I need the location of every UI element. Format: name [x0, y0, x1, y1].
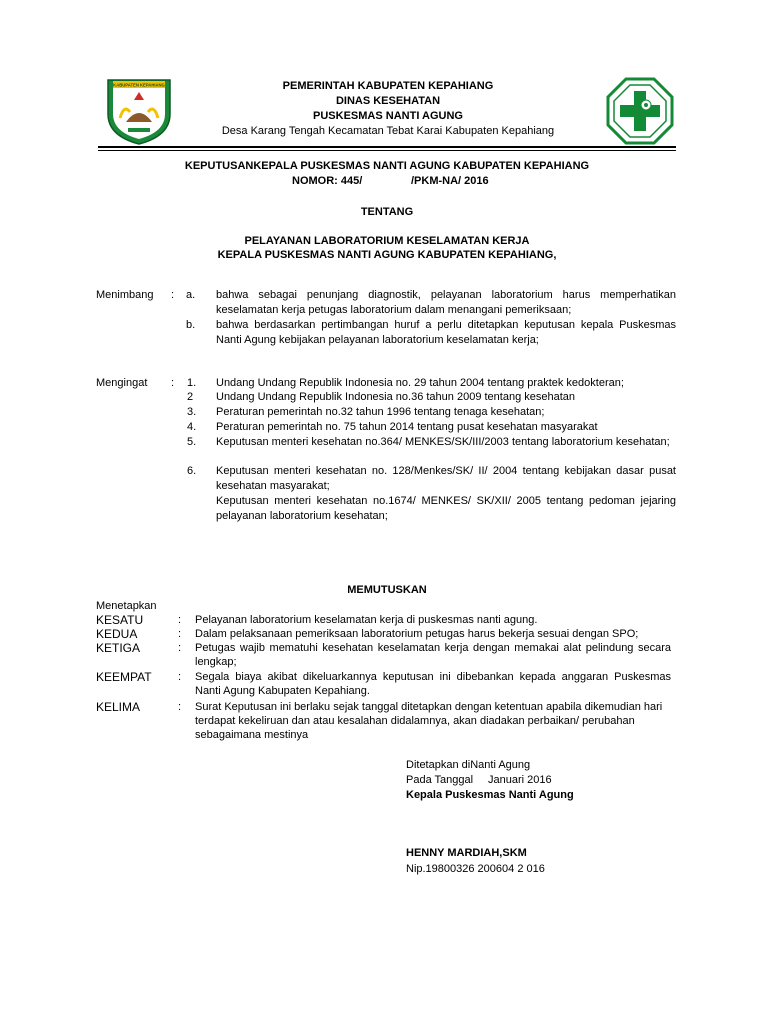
mengingat-item-2: Undang Undang Republik Indonesia no.36 tahun 2009 tentang kesehatan: [216, 391, 576, 403]
menimbang-marker-a: a.: [186, 289, 196, 301]
decision-label-kelima: KELIMA: [96, 700, 141, 714]
memutuskan-heading: MEMUTUSKAN: [347, 584, 427, 596]
decision-text-kelima: Surat Keputusan ini berlaku sejak tanggal ditetapkan dengan ketentuan apabila dikemudian hari terdapat kekeliruan dan atau kesalahan didalamnya, akan diadakan perbaikan/ perubahan sebagaimana mestinya: [195, 701, 663, 741]
mengingat-label: Mengingat: [96, 377, 148, 389]
health-cross-emblem-icon: [606, 77, 674, 145]
regency-shield-emblem-icon: [104, 74, 174, 146]
mengingat-marker-2: 2: [187, 391, 194, 403]
menimbang-colon: :: [171, 289, 175, 301]
decision-label-keempat: KEEMPAT: [96, 670, 152, 684]
tentang-heading: TENTANG: [360, 206, 414, 218]
decision-text-ketiga: Petugas wajib mematuhi kesehatan keselamatan kerja dengan memakai alat pelindung secara lengkap;: [195, 642, 671, 668]
signature-date-value: Januari 2016: [488, 774, 552, 786]
header-divider-thin: [98, 150, 676, 151]
decision-text-kedua: Dalam pelaksanaan pemeriksaan laboratorium petugas harus bekerja sesuai dengan SPO;: [195, 628, 639, 640]
left-logo-text: KABUPATEN KEPAHIANG: [113, 82, 165, 88]
menimbang-marker-b: b.: [186, 319, 196, 331]
mengingat-item-4: Peraturan pemerintah no. 75 tahun 2014 tentang pusat kesehatan masyarakat: [216, 421, 598, 433]
signatory-name: HENNY MARDIAH,SKM: [406, 847, 527, 859]
decision-colon-3: :: [178, 642, 182, 654]
mengingat-marker-3: 3.: [187, 406, 197, 418]
header-line-department: DINAS KESEHATAN: [335, 95, 441, 107]
decision-colon-4: :: [178, 671, 182, 683]
mengingat-item-6: Keputusan menteri kesehatan no. 128/Menkes/SK/ II/ 2004 tentang kebijakan dasar pusat kesehatan masyarakat;: [216, 465, 676, 492]
decision-label-ketiga: KETIGA: [96, 641, 141, 655]
decision-label-kedua: KEDUA: [96, 627, 138, 641]
mengingat-item-7: Keputusan menteri kesehatan no.1674/ MENKES/ SK/XII/ 2005 tentang pedoman jejaring pelayanan laboratorium kesehatan;: [216, 495, 676, 522]
decision-text-kesatu: Pelayanan laboratorium keselamatan kerja di puskesmas nanti agung.: [195, 614, 538, 626]
decision-text-keempat: Segala biaya akibat dikeluarkannya keputusan ini dibebankan kepada anggaran Puskesmas Nanti Agung Kabupaten Kepahiang.: [195, 671, 671, 697]
decision-colon-1: :: [178, 614, 182, 626]
menimbang-item-b: bahwa berdasarkan pertimbangan huruf a perlu ditetapkan keputusan kepala Puskesmas Nanti Agung kebijakan pelayanan laboratorium keselamatan kerja;: [216, 319, 676, 346]
decision-colon-5: :: [178, 701, 182, 713]
decree-title: KEPUTUSANKEPALA PUSKESMAS NANTI AGUNG KABUPATEN KEPAHIANG: [184, 160, 590, 172]
mengingat-marker-4: 4.: [187, 421, 197, 433]
mengingat-marker-5: 5.: [187, 436, 197, 448]
menetapkan-label: Menetapkan: [96, 600, 157, 612]
header-line-government: PEMERINTAH KABUPATEN KEPAHIANG: [282, 80, 494, 92]
menimbang-label: Menimbang: [96, 289, 154, 301]
menimbang-item-a: bahwa sebagai penunjang diagnostik, pelayanan laboratorium harus memperhatikan keselamatan kerja petugas laboratorium dalam menangani pemeriksaan;: [216, 289, 676, 316]
subject-line-2: KEPALA PUSKESMAS NANTI AGUNG KABUPATEN KEPAHIANG,: [217, 249, 557, 261]
subject-line-1: PELAYANAN LABORATORIUM KESELAMATAN KERJA: [244, 235, 530, 247]
header-divider-thick: [98, 146, 676, 148]
mengingat-marker-1: 1.: [187, 377, 197, 389]
mengingat-item-5: Keputusan menteri kesehatan no.364/ MENKES/SK/III/2003 tentang laboratorium kesehatan;: [216, 436, 670, 448]
decree-number-suffix: /PKM-NA/ 2016: [411, 175, 489, 187]
mengingat-marker-6: 6.: [187, 465, 197, 477]
signature-date-label: Pada Tanggal: [406, 774, 474, 786]
header-address: Desa Karang Tengah Kecamatan Tebat Karai Kabupaten Kepahiang: [221, 125, 555, 137]
signatory-nip: Nip.19800326 200604 2 016: [406, 863, 545, 875]
mengingat-item-3: Peraturan pemerintah no.32 tahun 1996 tentang tenaga kesehatan;: [216, 406, 545, 418]
header-line-puskesmas: PUSKESMAS NANTI AGUNG: [313, 110, 463, 122]
signature-place: Ditetapkan diNanti Agung: [406, 759, 531, 771]
signature-position: Kepala Puskesmas Nanti Agung: [406, 789, 574, 801]
mengingat-item-1: Undang Undang Republik Indonesia no. 29 tahun 2004 tentang praktek kedokteran;: [216, 377, 624, 389]
decree-number-label: NOMOR: 445/: [292, 175, 363, 187]
mengingat-colon: :: [171, 377, 175, 389]
decision-label-kesatu: KESATU: [96, 613, 144, 627]
decision-colon-2: :: [178, 628, 182, 640]
